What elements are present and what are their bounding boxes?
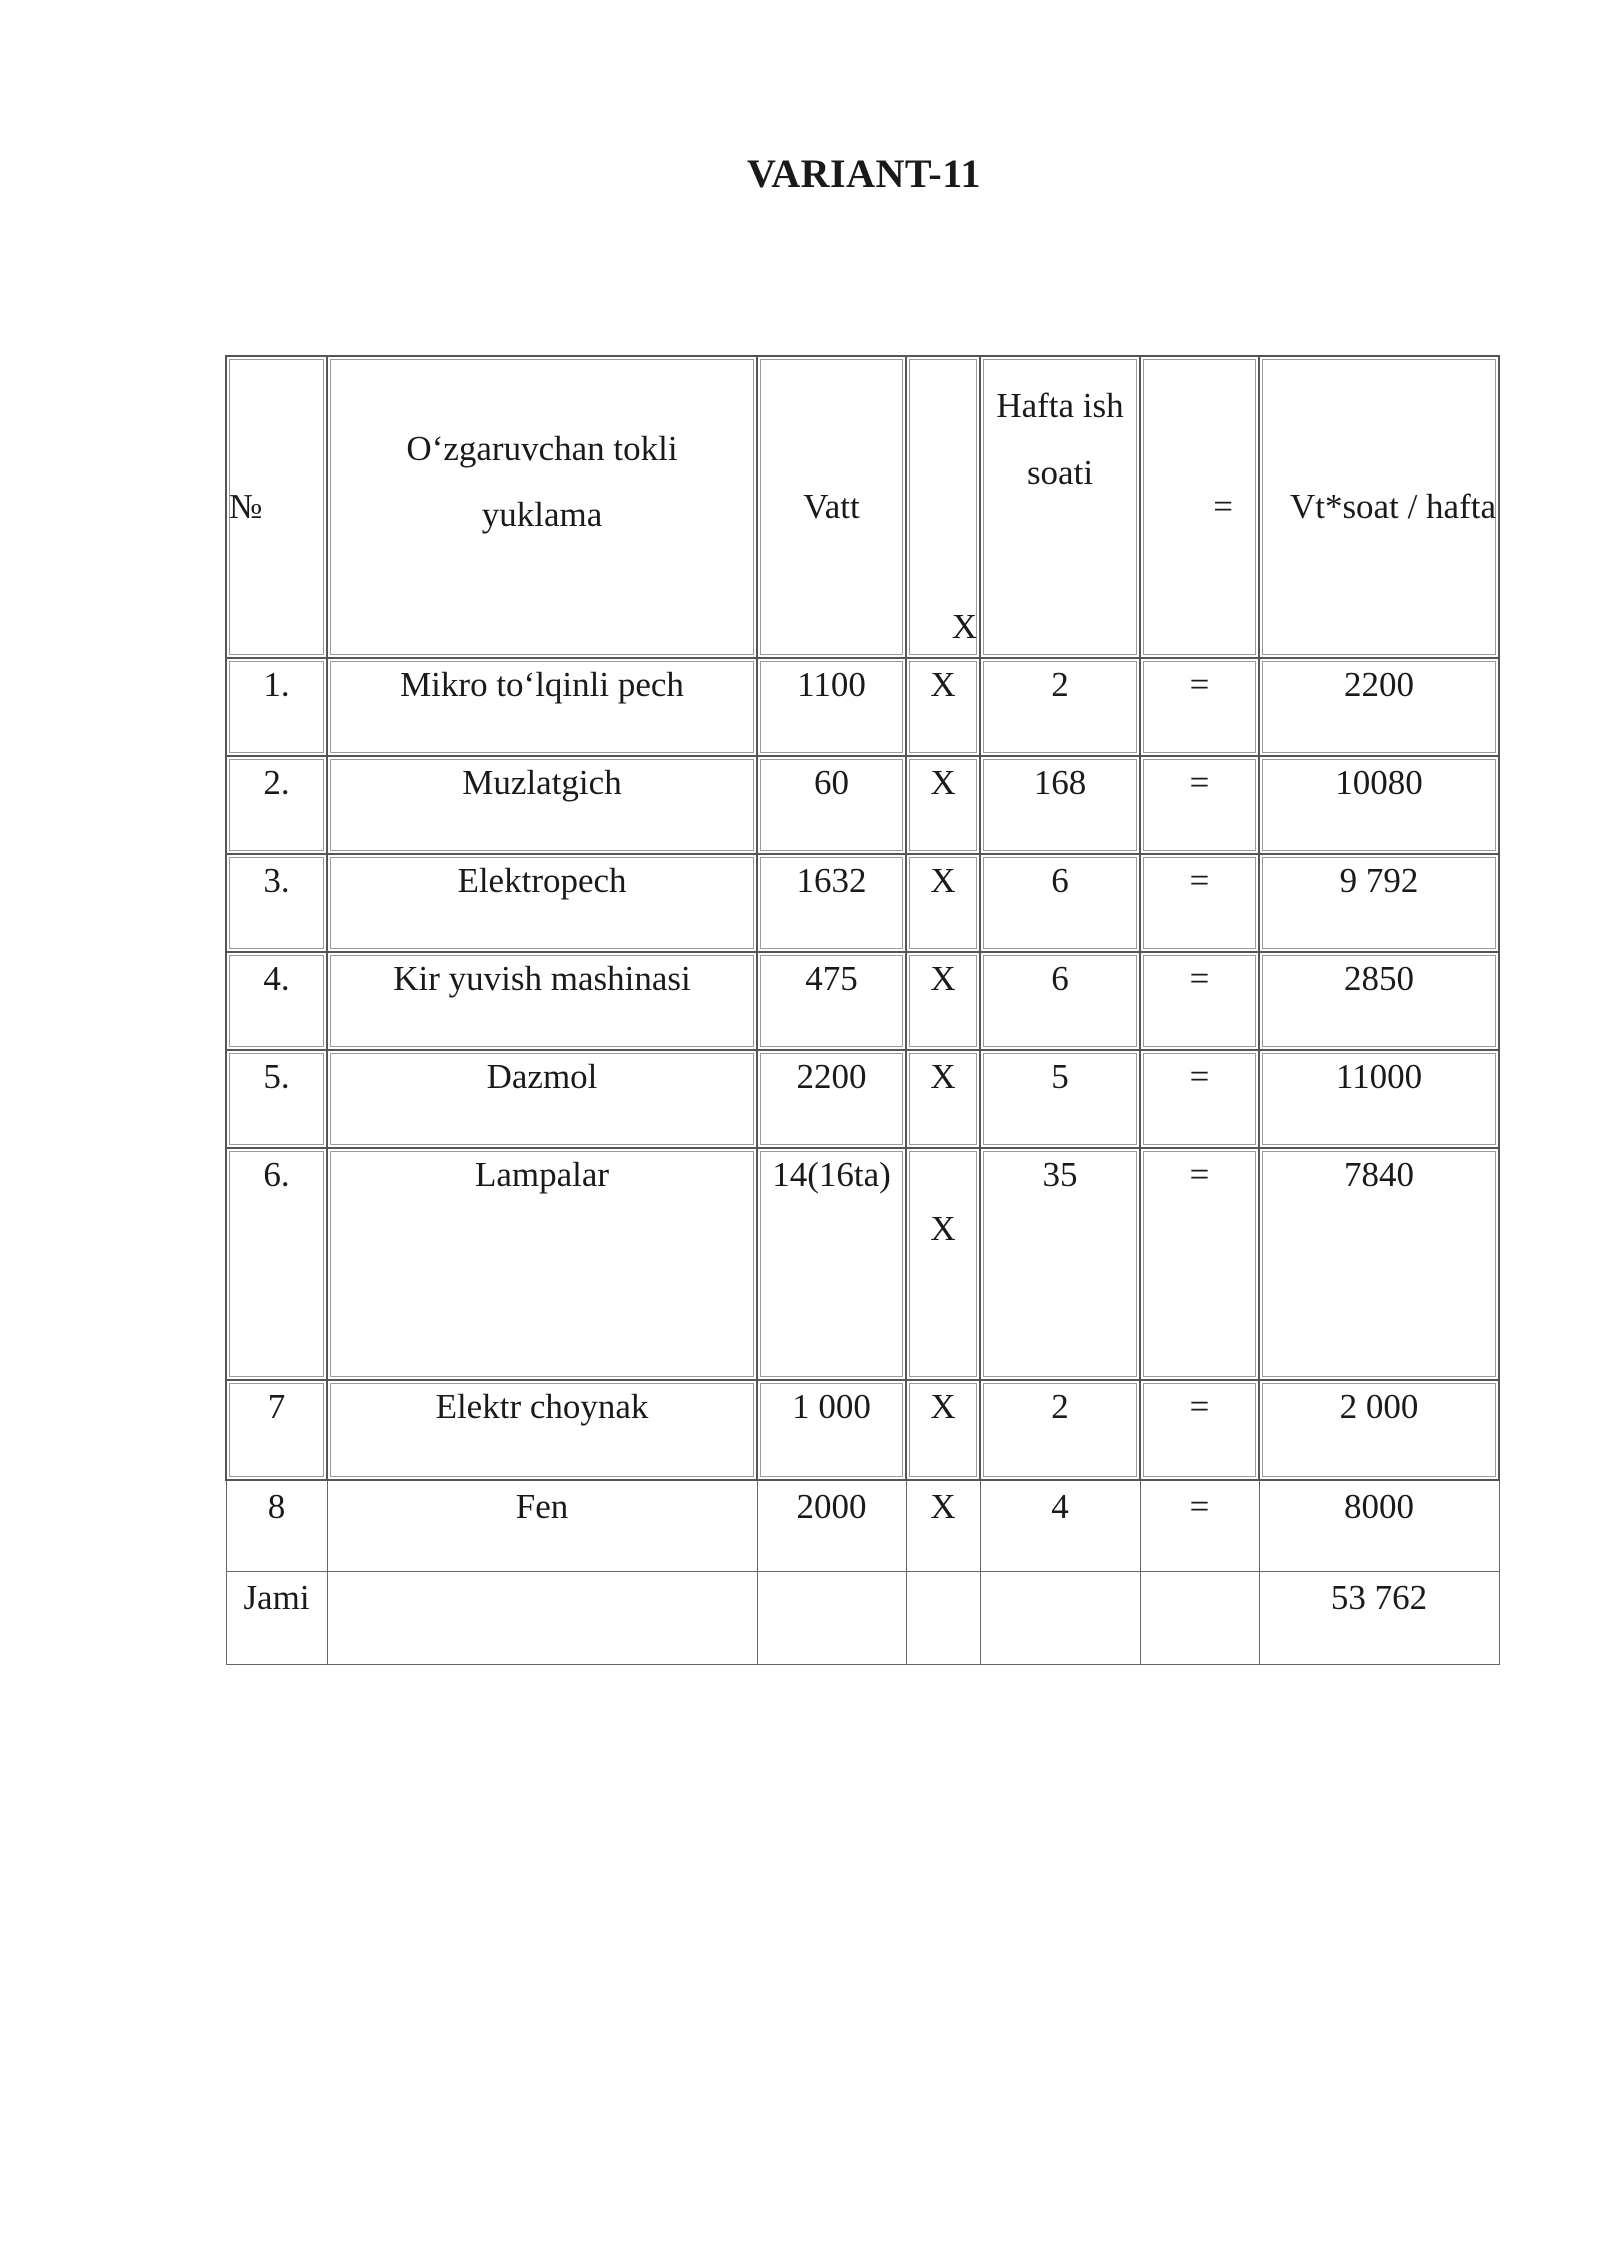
table-row [226, 1050, 1499, 1148]
row-multiply: X [906, 1050, 980, 1148]
total-empty-cell [906, 1572, 980, 1665]
row-watt: 1632 [757, 854, 906, 952]
table-row [226, 658, 1499, 756]
row-equals: = [1140, 952, 1259, 1050]
total-row [226, 1572, 1499, 1665]
row-watt: 60 [757, 756, 906, 854]
row-multiply: X [906, 952, 980, 1050]
table-row [226, 952, 1499, 1050]
row-equals: = [1140, 658, 1259, 756]
header-weekly-hours-line1: Hafta ish [996, 386, 1124, 425]
table-header-row [226, 356, 1499, 658]
row-watt: 14(16ta) [757, 1148, 906, 1380]
row-number: 5. [226, 1050, 327, 1148]
row-number: 7 [226, 1380, 327, 1480]
header-weekly-hours [980, 356, 1140, 658]
row-multiply: X [906, 1480, 980, 1572]
table-row [226, 1148, 1499, 1380]
row-load-name: Lampalar [327, 1148, 757, 1380]
header-load-name-line1: O‘zgaruvchan tokli [406, 428, 678, 468]
row-equals: = [1140, 756, 1259, 854]
row-load-name: Mikro to‘lqinli pech [327, 658, 757, 756]
total-value: 53 762 [1259, 1572, 1499, 1665]
table-row [226, 756, 1499, 854]
header-watt: Vatt [757, 356, 906, 658]
row-equals: = [1140, 1148, 1259, 1380]
table-row [226, 854, 1499, 952]
row-number: 8 [226, 1480, 327, 1572]
header-multiply: X [906, 356, 980, 658]
row-load-name: Elektropech [327, 854, 757, 952]
row-watt: 1100 [757, 658, 906, 756]
row-hours: 2 [980, 1380, 1140, 1480]
row-result: 2 000 [1259, 1380, 1499, 1480]
table-row [226, 1480, 1499, 1572]
row-equals: = [1140, 1050, 1259, 1148]
row-result: 8000 [1259, 1480, 1499, 1572]
row-number: 6. [226, 1148, 327, 1380]
header-weekly-hours-line2: soati [1026, 452, 1094, 492]
total-empty-cell [980, 1572, 1140, 1665]
row-multiply: X [906, 1148, 980, 1380]
row-load-name: Muzlatgich [327, 756, 757, 854]
row-equals: = [1140, 1380, 1259, 1480]
header-result: Vt*soat / hafta [1259, 356, 1499, 658]
row-hours: 6 [980, 952, 1140, 1050]
load-table [225, 355, 1500, 1665]
row-result: 10080 [1259, 756, 1499, 854]
header-load-name-line2: yuklama [481, 495, 603, 534]
row-load-name: Dazmol [327, 1050, 757, 1148]
row-watt: 475 [757, 952, 906, 1050]
row-hours: 168 [980, 756, 1140, 854]
row-hours: 5 [980, 1050, 1140, 1148]
row-result: 11000 [1259, 1050, 1499, 1148]
row-equals: = [1140, 854, 1259, 952]
row-number: 2. [226, 756, 327, 854]
row-hours: 35 [980, 1148, 1140, 1380]
row-load-name: Elektr choynak [327, 1380, 757, 1480]
header-number: № [226, 356, 327, 658]
row-result: 2200 [1259, 658, 1499, 756]
row-multiply: X [906, 854, 980, 952]
total-label: Jami [226, 1572, 327, 1665]
row-number: 3. [226, 854, 327, 952]
total-empty-cell [327, 1572, 757, 1665]
row-hours: 4 [980, 1480, 1140, 1572]
row-multiply: X [906, 756, 980, 854]
row-number: 4. [226, 952, 327, 1050]
row-multiply: X [906, 658, 980, 756]
row-watt: 2000 [757, 1480, 906, 1572]
total-empty-cell [757, 1572, 906, 1665]
header-equals: = [1140, 356, 1259, 658]
row-number: 1. [226, 658, 327, 756]
row-watt: 2200 [757, 1050, 906, 1148]
header-load-name [327, 356, 757, 658]
row-load-name: Fen [327, 1480, 757, 1572]
row-equals: = [1140, 1480, 1259, 1572]
row-hours: 2 [980, 658, 1140, 756]
row-watt: 1 000 [757, 1380, 906, 1480]
row-result: 7840 [1259, 1148, 1499, 1380]
page-title: VARIANT-11 [747, 151, 981, 196]
row-result: 9 792 [1259, 854, 1499, 952]
total-empty-cell [1140, 1572, 1259, 1665]
row-load-name: Kir yuvish mashinasi [327, 952, 757, 1050]
table-row [226, 1380, 1499, 1480]
row-hours: 6 [980, 854, 1140, 952]
row-result: 2850 [1259, 952, 1499, 1050]
row-multiply: X [906, 1380, 980, 1480]
